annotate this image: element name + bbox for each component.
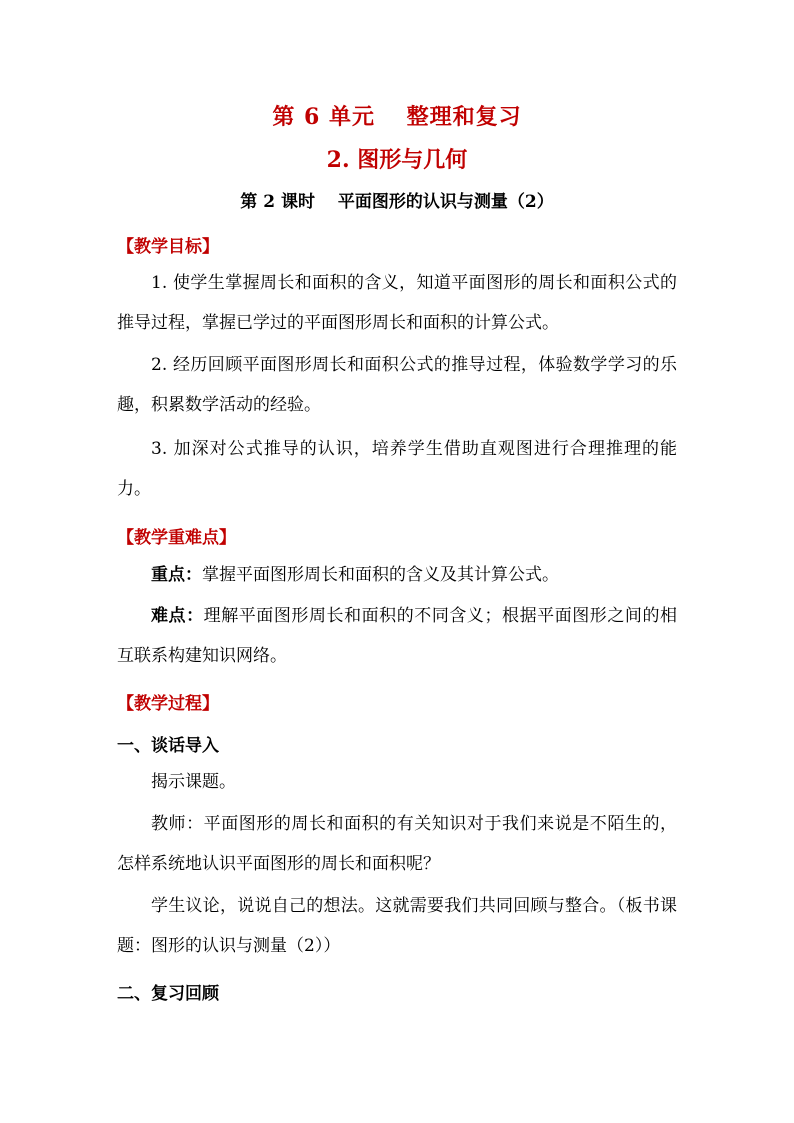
reveal-topic: 揭示课题。 bbox=[151, 772, 236, 792]
objective-2: 2. 经历回顾平面图形周长和面积公式的推导过程，体验数学学习的乐趣，积累数学活动的经验。 bbox=[117, 355, 677, 415]
difficult-point bbox=[117, 596, 677, 676]
lesson-title: 第 2 课时 平面图形的认识与测量（2） bbox=[240, 192, 554, 212]
key-points-heading: 【教学重难点】 bbox=[117, 528, 236, 548]
students-paragraph: 学生议论，说说自己的想法。这就需要我们共同回顾与整合。（板书课题：图形的认识与测量（2）） bbox=[117, 896, 677, 956]
process-heading: 【教学过程】 bbox=[117, 694, 219, 714]
difficult-point-label: 难点： bbox=[151, 606, 204, 626]
key-point bbox=[117, 555, 677, 595]
key-point-label: 重点： bbox=[151, 565, 202, 585]
part2-title: 二、复习回顾 bbox=[117, 984, 219, 1004]
teacher-paragraph: 教师：平面图形的周长和面积的有关知识对于我们来说是不陌生的，怎样系统地认识平面图形的周长和面积呢？ bbox=[117, 814, 677, 874]
objective-3: 3. 加深对公式推导的认识，培养学生借助直观图进行合理推理的能力。 bbox=[117, 439, 677, 499]
unit-title: 第 6 单元 整理和复习 bbox=[272, 104, 522, 130]
objective-1: 1. 使学生掌握周长和面积的含义，知道平面图形的周长和面积公式的推导过程，掌握已学过的平面图形周长和面积的计算公式。 bbox=[117, 273, 677, 333]
part1-title: 一、谈话导入 bbox=[117, 736, 219, 756]
section-title: 2. 图形与几何 bbox=[326, 147, 468, 173]
key-point-text: 掌握平面图形周长和面积的含义及其计算公式。 bbox=[202, 565, 559, 585]
difficult-point-text: 理解平面图形周长和面积的不同含义；根据平面图形之间的相互联系构建知识网络。 bbox=[117, 606, 677, 666]
objectives-heading: 【教学目标】 bbox=[117, 237, 219, 257]
